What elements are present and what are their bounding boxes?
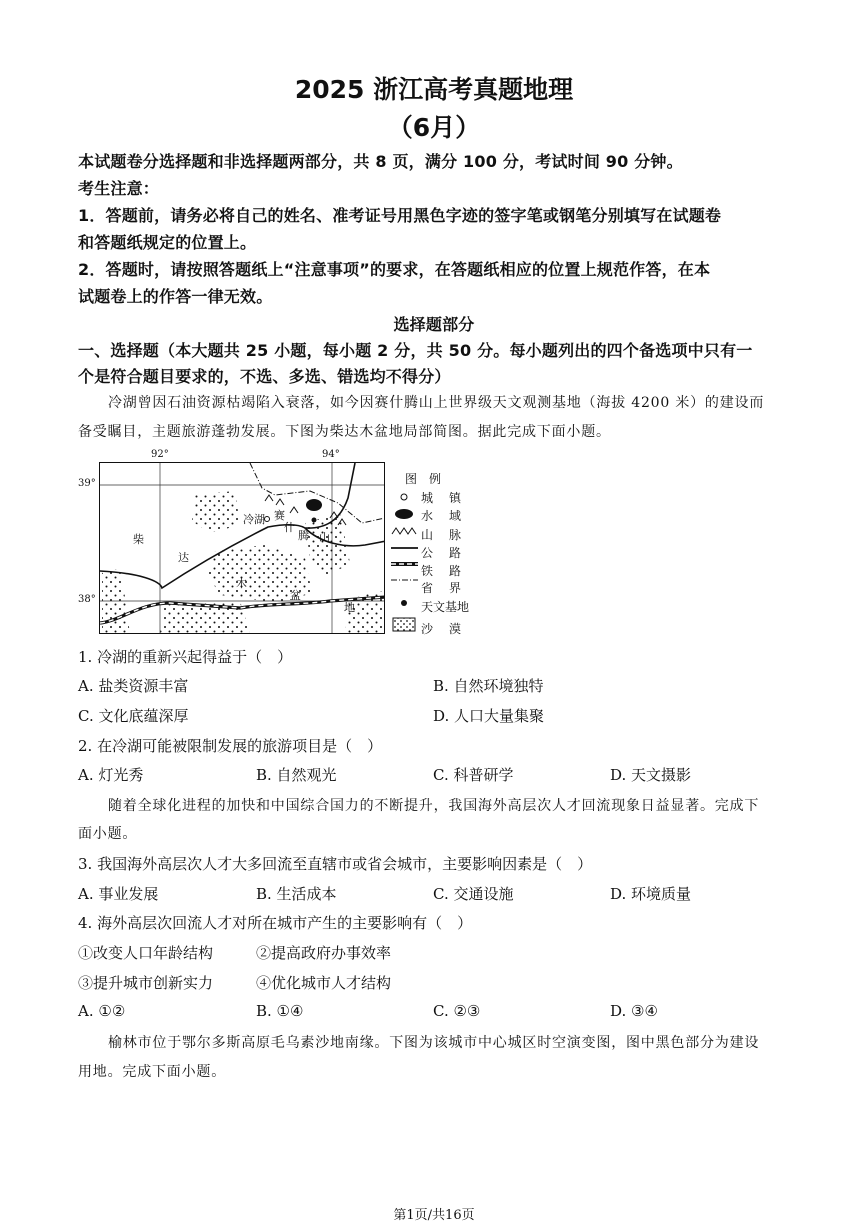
note-2-line-2: 试题卷上的作答一律无效。 [78, 287, 273, 306]
q3-option-c: C. 交通设施 [433, 885, 514, 903]
q2-option-d: D. 天文摄影 [610, 766, 692, 784]
map-label-teng: 腾 [298, 529, 309, 542]
legend-water: 水 域 [421, 509, 464, 523]
section-heading: 选择题部分 [393, 315, 475, 334]
legend-observatory: 天文基地 [421, 600, 470, 614]
map-label-shi: 什 [284, 521, 295, 534]
passage-1-line-1: 冷湖曾因石油资源枯竭陷入衰落，如今因赛什腾山上世界级天文观测基地（海拔 4200 米）的建设而 [108, 395, 765, 411]
page-subtitle: （6月） [387, 113, 481, 142]
desert-area-north [192, 491, 240, 533]
legend-town: 城 镇 [421, 491, 464, 505]
q4-option-a: A. ①② [78, 1002, 126, 1020]
part-1-instructions-line-2: 个是符合题目要求的，不选、多选、错选均不得分） [78, 367, 451, 386]
passage-3-line-2: 用地。完成下面小题。 [78, 1064, 226, 1080]
town-lenghu-marker [265, 517, 270, 522]
legend-highway: 公 路 [421, 546, 464, 560]
passage-2-line-2: 面小题。 [78, 826, 138, 842]
question-1: 1. 冷湖的重新兴起得益于（ ） [78, 648, 293, 666]
map-label-di: 地 [344, 601, 355, 614]
map-label-mu: 木 [236, 577, 247, 590]
legend-title: 图 例 [405, 472, 442, 486]
q4-statement-1: ①改变人口年龄结构 [78, 944, 214, 962]
lon-label-94: 94° [322, 449, 340, 460]
water-icon [395, 509, 413, 519]
q2-option-c: C. 科普研学 [433, 766, 514, 784]
q4-option-d: D. ③④ [610, 1002, 658, 1020]
legend-boundary: 省 界 [421, 581, 464, 595]
map-label-da: 达 [178, 551, 189, 564]
lat-label-38: 38° [78, 594, 96, 605]
q1-option-c: C. 文化底蕴深厚 [78, 707, 189, 725]
q4-statement-4: ④优化城市人才结构 [256, 974, 392, 992]
passage-1-line-2: 备受瞩目，主题旅游蓬勃发展。下图为柴达木盆地局部简图。据此完成下面小题。 [78, 424, 611, 440]
q4-statement-3: ③提升城市创新实力 [78, 974, 214, 992]
legend-desert: 沙 漠 [421, 622, 464, 636]
q3-option-b: B. 生活成本 [256, 885, 337, 903]
map-label-pen: 盆 [290, 589, 301, 602]
legend-symbols [390, 490, 420, 638]
question-4: 4. 海外高层次回流人才对所在城市产生的主要影响有（ ） [78, 914, 473, 932]
question-3: 3. 我国海外高层次人才大多回流至直辖市或省会城市，主要影响因素是（ ） [78, 855, 593, 873]
map-label-chai: 柴 [133, 533, 144, 546]
town-icon [401, 494, 407, 500]
q3-option-a: A. 事业发展 [78, 885, 159, 903]
map-label-sai: 赛 [274, 509, 285, 522]
province-boundary [250, 463, 385, 523]
qaidam-basin-map [99, 462, 385, 634]
lon-label-92: 92° [151, 449, 169, 460]
note-1-line-2: 和答题纸规定的位置上。 [78, 233, 257, 252]
exam-info: 本试题卷分选择题和非选择题两部分，共 8 页，满分 100 分，考试时间 90 分钟。 [78, 152, 683, 171]
map-label-shan: 山 [319, 531, 330, 544]
observatory-icon [401, 600, 407, 606]
q2-option-b: B. 自然观光 [256, 766, 337, 784]
q1-option-b: B. 自然环境独特 [433, 677, 544, 695]
part-1-instructions-line-1: 一、选择题（本大题共 25 小题，每小题 2 分，共 50 分。每小题列出的四个备选项中只有一 [78, 341, 753, 360]
map-label-lenghu: 冷湖 [243, 513, 265, 526]
legend-mountain: 山 脉 [421, 528, 464, 542]
q1-option-a: A. 盐类资源丰富 [78, 677, 189, 695]
q3-option-d: D. 环境质量 [610, 885, 692, 903]
water-body [306, 499, 322, 511]
page-number: 第1页/共16页 [393, 1208, 475, 1223]
q1-option-d: D. 人口大量集聚 [433, 707, 545, 725]
question-2: 2. 在冷湖可能被限制发展的旅游项目是（ ） [78, 737, 383, 755]
note-1-line-1: 1．答题前，请务必将自己的姓名、准考证号用黑色字迹的签字笔或钢笔分别填写在试题卷 [78, 206, 722, 225]
q4-option-b: B. ①④ [256, 1002, 304, 1020]
map-drawing [100, 463, 385, 634]
mountain-icon [392, 528, 416, 534]
passage-2-line-1: 随着全球化进程的加快和中国综合国力的不断提升，我国海外高层次人才回流现象日益显著。完成下 [108, 798, 760, 814]
observatory-marker [312, 518, 317, 523]
q4-statement-2: ②提高政府办事效率 [256, 944, 392, 962]
desert-icon [393, 618, 415, 631]
note-2-line-1: 2．答题时，请按照答题纸上“注意事项”的要求，在答题纸相应的位置上规范作答，在本 [78, 260, 711, 279]
legend-railway: 铁 路 [421, 564, 464, 578]
q4-option-c: C. ②③ [433, 1002, 481, 1020]
lat-label-39: 39° [78, 478, 96, 489]
page-title: 2025 浙江高考真题地理 [294, 75, 574, 104]
passage-3-line-1: 榆林市位于鄂尔多斯高原毛乌素沙地南缘。下图为该城市中心城区时空演变图，图中黑色部分为建设 [108, 1035, 760, 1051]
q2-option-a: A. 灯光秀 [78, 766, 144, 784]
notice-title: 考生注意： [78, 179, 160, 198]
